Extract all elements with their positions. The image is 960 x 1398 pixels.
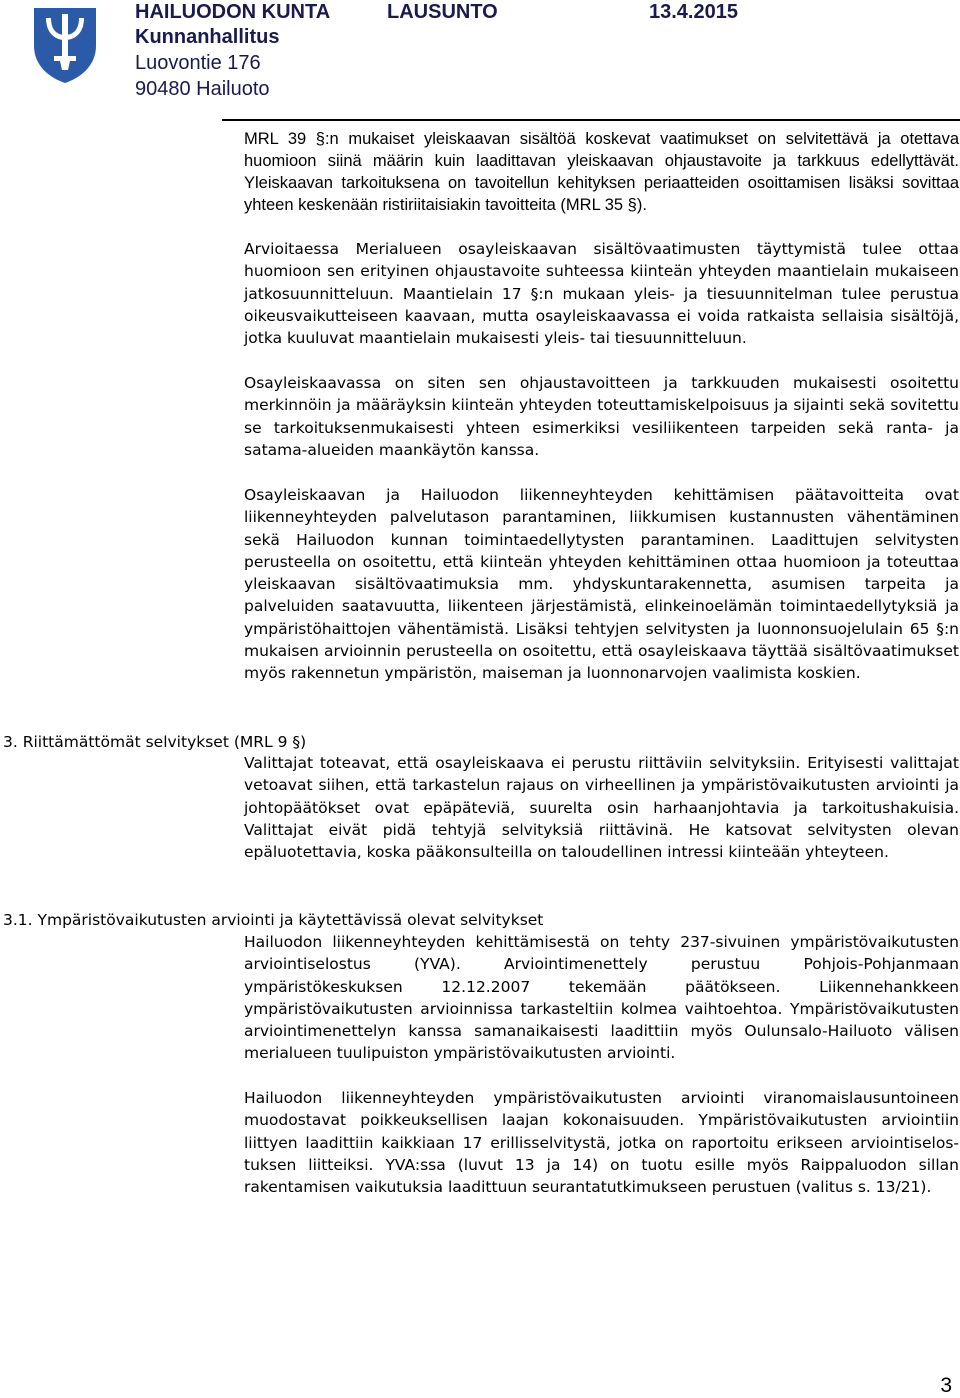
section-heading-3: 3. Riittämättömät selvitykset (MRL 9 §): [3, 733, 307, 751]
paragraph-appellants: Valittajat toteavat, että osayleiskaava ei perustu riittäviin selvityksiin. Erityisesti valittajat vetoavat siihen, että tarkastelun rajaus on virheellinen ja ympäristövaikutusten arviointi ja johtopäätökset ovat epäpäteviä, suurelta osin harhaanjohtavia ja tarkoitushakuisia. Valittajat eivät pidä tehtyjä selvityksiä riittävinä. He katsovat selvitysten olevan epäluotettavia, koska pääkonsulteilla on taloudellinen intressi kiinteään yhteyteen.: [244, 754, 959, 862]
postal-address: 90480 Hailuoto: [135, 78, 270, 100]
paragraph-yva-scope: Hailuodon liikenneyhteyden ympäristövaikutusten arviointi viranomaislausuntoineen muodostavat poikkeuksellisen laajan kokonaisuuden. Ympäristövaikutusten arviointiin liittyen laadittiin kaikkiaan 17 erillisselvitystä, jotka on raportoitu erikseen arviointiselos-tuksen liitteiksi. YVA:ssa (luvut 13 ja 14) on tuotu esille myös Raippaluodon sillan rakentamisen vaikutuksia laadittuun seurantatutkimukseen perustuen (valitus s. 13/21).: [244, 1089, 959, 1197]
paragraph-main-goals: Osayleiskaavan ja Hailuodon liikenneyhteyden kehittämisen päätavoitteita ovat liikenneyhteyden palvelutason parantaminen, liikkumisen kustannusten vähentäminen sekä Hailuodon kunnan toimintaedellytysten parantaminen. Laadittujen selvitysten perusteella on osoitettu, että kiinteän yhteyden kehittäminen ottaa huomioon ja toteuttaa yleiskaavan sisältövaatimuksia mm. yhdyskuntarakennetta, asumisen tarpeita ja palveluiden saatavuutta, liikenteen järjestämistä, elinkeinoelämän toimintaedellytyksiä ja ympäristöhaittojen vähentämistä. Lisäksi tehtyjen selvitysten ja luonnonsuojelulain 65 §:n mukaisen arvioinnin perusteella on osoitettu, että osayleiskaava täyttää sisältövaatimukset myös rakennetun ympäristön, maiseman ja luonnonarvojen vaalimista koskien.: [244, 486, 959, 683]
header-divider: [222, 119, 960, 121]
paragraph-content-requirements: Arvioitaessa Merialueen osayleiskaavan sisältövaatimusten täyttymistä tulee ottaa huomioon sen erityinen ohjaustavoite suhteessa kiinteän yhteyden maantielain mukaiseen jatkosuunnitteluun. Maantielain 17 §:n mukaan yleis- ja tiesuunnitelman tulee perustua oikeusvaikutteiseen kaavaan, mutta osayleiskaavassa ei voida ratkaista sellaisia sisältöjä, jotka kuuluvat maantielain mukaisesti yleis- tai tiesuunnitteluun.: [244, 240, 959, 348]
org-name: HAILUODON KUNTA: [135, 1, 331, 23]
section-heading-3-1: 3.1. Ympäristövaikutusten arviointi ja käytettävissä olevat selvitykset: [3, 911, 544, 929]
municipality-crest-logo: [30, 4, 100, 84]
document-date: 13.4.2015: [649, 1, 738, 23]
page-number: 3: [940, 1374, 952, 1397]
document-type: LAUSUNTO: [387, 1, 498, 23]
paragraph-steering-goal: Osayleiskaavassa on siten sen ohjaustavoitteen ja tarkkuuden mukaisesti osoitettu merkinnöin ja määräyksin kiinteän yhteyden toteuttamiskelpoisuus ja sijainti sekä sovitettu se tarkoituksenmukaisesti yhteen esimerkiksi vesiliikenteen tarpeiden sekä ranta- ja satama-alueiden maankäytön kanssa.: [244, 374, 959, 459]
paragraph-yva: Hailuodon liikenneyhteyden kehittämisestä on tehty 237-sivuinen ympäristövaikutusten arviointiselostus (YVA). Arviointimenettely perustuu Pohjois-Pohjanmaan ympäristökeskuksen 12.12.2007 tekemään päätökseen. Liikennehankkeen ympäristövaikutusten arvioinnissa tarkasteltiin kolmea vaihtoehtoa. Ympäristövaikutusten arviointimenettelyn kanssa samanaikaisesti laadittiin myös Oulunsalo-Hailuoto välisen merialueen tuulipuiston ympäristövaikutusten arviointi.: [244, 933, 959, 1063]
department-name: Kunnanhallitus: [135, 26, 280, 48]
paragraph-mrl39: MRL 39 §:n mukaiset yleiskaavan sisältöä koskevat vaatimukset on selvitettävä ja otettava huomioon siinä määrin kuin laadittavan yleiskaavan ohjaustavoite ja tarkkuus edellyttävät. Yleiskaavan tarkoituksena on tavoitellun kehityksen periaatteiden osoittamisen lisäksi sovittaa yhteen keskenään ristiriitaisiakin tavoitteita (MRL 35 §).: [244, 130, 959, 214]
street-address: Luovontie 176: [135, 52, 261, 74]
